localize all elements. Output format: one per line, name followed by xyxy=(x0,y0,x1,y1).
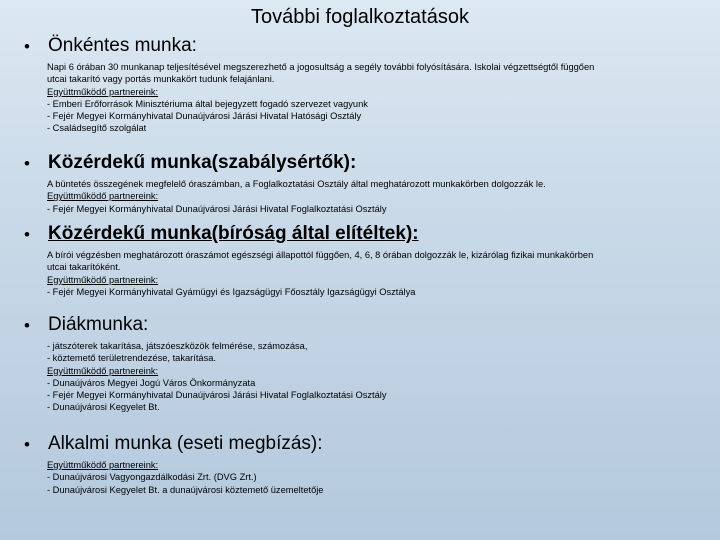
section-body xyxy=(47,178,697,215)
partner-item: - Emberi Erőforrások Minisztériuma által bejegyzett fogadó szervezet vagyunk xyxy=(47,98,368,109)
bullet: • xyxy=(24,316,30,335)
section-student-work xyxy=(0,312,720,414)
section-volunteer-work xyxy=(0,33,720,135)
partner-item: - Dunaújvárosi Vagyongazdálkodási Zrt. (DVG Zrt.) xyxy=(47,472,257,483)
partners-label: Együttműködő partnereink: xyxy=(47,274,159,285)
partners-label: Együttműködő partnereink: xyxy=(47,191,159,202)
partners-label: Együttműködő partnereink: xyxy=(47,460,159,470)
body-line: A büntetés összegének megfelelő óraszámban, a Foglalkoztatási Osztály által meghatározott munkakörben dolgozzák le. xyxy=(47,179,546,189)
body-line: - köztemető területrendezése, takarítása. xyxy=(47,353,216,364)
partners-label: Együttműködő partnereink: xyxy=(47,86,159,97)
partner-item: - Fejér Megyei Kormányhivatal Dunaújvárosi Járási Hivatal Hatósági Osztály xyxy=(47,111,362,122)
body-line: - játszóterek takarítása, játszóeszközök felmérése, számozása, xyxy=(47,341,308,351)
partner-item: - Fejér Megyei Kormányhivatal Dunaújvárosi Járási Hivatal Foglalkoztatási Osztály xyxy=(47,203,387,214)
section-heading: Diákmunka: xyxy=(48,314,149,335)
partner-item: - Dunaújvárosi Kegyelet Bt. xyxy=(47,402,160,413)
bullet: • xyxy=(24,225,30,244)
body-line: utcai takarítóként. xyxy=(47,262,121,273)
bullet: • xyxy=(24,435,30,454)
section-body xyxy=(47,249,697,298)
section-heading: Alkalmi munka (eseti megbízás): xyxy=(48,433,323,454)
partner-item: - Családsegítő szolgálat xyxy=(47,123,147,134)
page-title: További foglalkoztatások xyxy=(251,6,469,28)
section-community-service-convicted xyxy=(0,221,720,298)
section-community-service-offenders xyxy=(0,150,720,215)
section-heading: Közérdekű munka(szabálysértők): xyxy=(48,152,357,173)
partner-item: - Fejér Megyei Kormányhivatal Dunaújvárosi Járási Hivatal Foglalkoztatási Osztály xyxy=(47,390,387,401)
bullet: • xyxy=(24,37,30,56)
body-line: utcai takarító vagy portás munkakört tudunk felajánlani. xyxy=(47,74,275,85)
bullet: • xyxy=(24,154,30,173)
section-occasional-work xyxy=(0,431,720,496)
partners-label: Együttműködő partnereink: xyxy=(47,365,159,376)
partner-item: - Dunaújváros Megyei Jogú Város Önkormányzata xyxy=(47,377,256,388)
section-body xyxy=(47,340,697,414)
section-heading: Közérdekű munka(bíróság által elítéltek): xyxy=(48,223,419,244)
section-heading: Önkéntes munka: xyxy=(48,35,197,56)
body-line: Napi 6 órában 30 munkanap teljesítésével megszerezhető a jogosultság a segély további folyósítására. Iskolai végzettségtől függően xyxy=(47,62,595,72)
partner-item: - Fejér Megyei Kormányhivatal Gyámügyi és Igazságügyi Főosztály Igazságügyi Osztálya xyxy=(47,286,416,297)
section-body xyxy=(47,459,697,496)
body-line: A bírói végzésben meghatározott óraszámot egészségi állapottól függően, 4, 6, 8 órában dolgozzák le, kizárólag fizikai munkakörben xyxy=(47,250,594,260)
section-body xyxy=(47,61,697,135)
partner-item: - Dunaújvárosi Kegyelet Bt. a dunaújvárosi köztemető üzemeltetője xyxy=(47,484,324,495)
